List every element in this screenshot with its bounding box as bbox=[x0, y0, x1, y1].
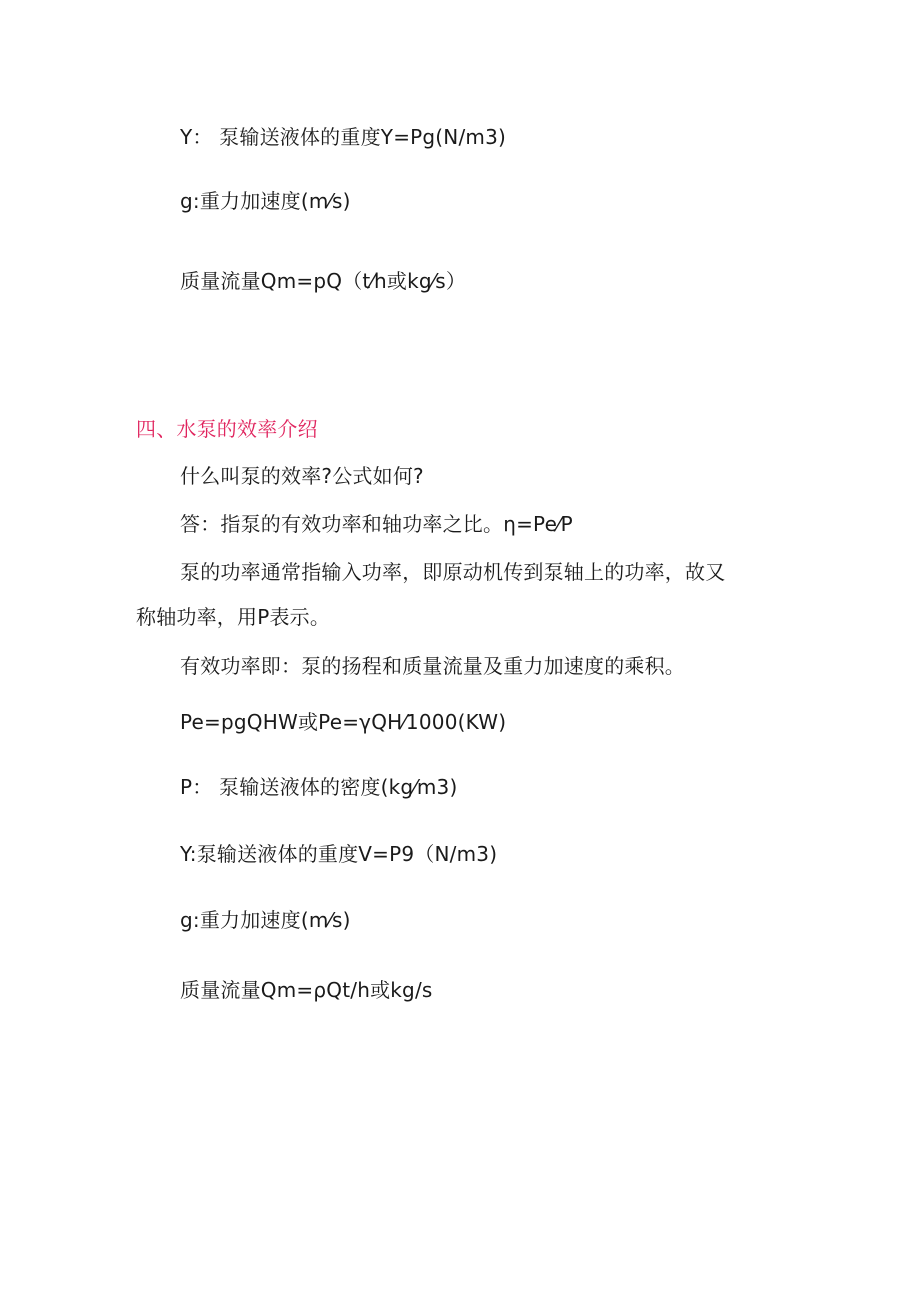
paragraph-line-2: 称轴功率，用P表示。 bbox=[136, 605, 331, 629]
paragraph-line-1: 泵的功率通常指输入功率，即原动机传到泵轴上的功率，故又 bbox=[180, 560, 726, 584]
density-definition-line: P： 泵输送液体的密度(kg⁄m3) bbox=[180, 775, 458, 799]
answer-line: 答：指泵的有效功率和轴功率之比。η=Pe⁄P bbox=[180, 512, 573, 536]
gravity-definition-line-2: g:重力加速度(m⁄s) bbox=[180, 908, 351, 932]
mass-flow-line: 质量流量Qm=pQ（t⁄h或kg⁄s） bbox=[180, 269, 467, 293]
gravity-definition-line: g:重力加速度(m⁄s) bbox=[180, 189, 351, 213]
mass-flow-line-2: 质量流量Qm=ρQt/h或kg/s bbox=[180, 978, 433, 1002]
question-line: 什么叫泵的效率?公式如何? bbox=[180, 464, 424, 488]
gamma-definition-line: Y： 泵输送液体的重度Y=Pg(N/m3) bbox=[180, 125, 507, 149]
formula-line: Pe=pgQHW或Pe=γQH⁄1000(KW) bbox=[180, 710, 507, 734]
gamma-definition-line-2: Y:泵输送液体的重度V=P9（N/m3) bbox=[180, 842, 498, 866]
section-heading: 四、水泵的效率介绍 bbox=[136, 417, 318, 441]
effective-power-line: 有效功率即：泵的扬程和质量流量及重力加速度的乘积。 bbox=[180, 654, 685, 678]
